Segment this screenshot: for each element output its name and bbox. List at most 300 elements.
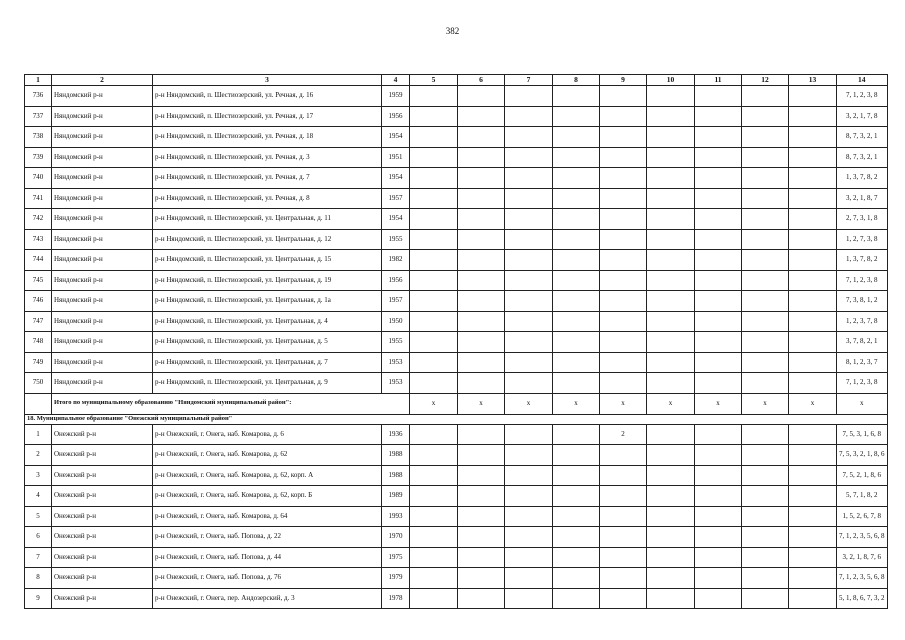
empty-cell <box>742 332 789 353</box>
column-header: 3 <box>153 75 382 86</box>
empty-cell <box>742 568 789 589</box>
empty-cell <box>647 250 695 271</box>
table-row <box>25 352 888 373</box>
address-cell: р-н Онежский, г. Онега, наб. Комарова, д. 62, корп. Б <box>153 486 382 507</box>
empty-cell <box>789 209 837 230</box>
empty-cell <box>789 229 837 250</box>
empty-cell <box>789 188 837 209</box>
empty-cell <box>458 250 505 271</box>
year-cell: 1978 <box>382 588 410 609</box>
district-cell: Онежский р-н <box>52 424 153 445</box>
year-cell: 1988 <box>382 445 410 466</box>
work-codes-cell: 2, 7, 3, 1, 8 <box>837 209 888 230</box>
empty-cell <box>695 373 742 394</box>
district-cell: Онежский р-н <box>52 568 153 589</box>
empty-cell <box>410 445 458 466</box>
row-number: 736 <box>25 86 52 107</box>
work-codes-cell: 7, 1, 2, 3, 8 <box>837 270 888 291</box>
empty-cell <box>647 527 695 548</box>
empty-cell <box>458 86 505 107</box>
year-cell: 1989 <box>382 486 410 507</box>
district-cell: Онежский р-н <box>52 465 153 486</box>
empty-cell <box>553 352 600 373</box>
empty-cell <box>789 147 837 168</box>
district-cell: Няндомский р-н <box>52 250 153 271</box>
empty-cell <box>553 445 600 466</box>
empty-cell <box>505 424 553 445</box>
empty-cell <box>647 291 695 312</box>
work-codes-cell: 7, 5, 3, 1, 6, 8 <box>837 424 888 445</box>
col9-cell <box>600 168 647 189</box>
work-codes-cell: 7, 3, 8, 1, 2 <box>837 291 888 312</box>
row-number: 7 <box>25 547 52 568</box>
empty-cell <box>647 352 695 373</box>
district-cell: Онежский р-н <box>52 527 153 548</box>
empty-cell <box>553 250 600 271</box>
empty-cell <box>553 291 600 312</box>
address-cell: р-н Онежский, г. Онега, наб. Комарова, д. 6 <box>153 424 382 445</box>
empty-cell <box>647 106 695 127</box>
col9-cell <box>600 547 647 568</box>
empty-cell <box>695 424 742 445</box>
empty-cell <box>647 506 695 527</box>
col9-cell <box>600 465 647 486</box>
col9-cell <box>600 588 647 609</box>
district-cell: Онежский р-н <box>52 486 153 507</box>
address-cell: р-н Няндомский, п. Шестиозерский, ул. Центральная, д. 7 <box>153 352 382 373</box>
page-number: 382 <box>445 26 460 36</box>
empty-cell <box>458 229 505 250</box>
total-mark: x <box>553 393 600 414</box>
address-cell: р-н Няндомский, п. Шестиозерский, ул. Центральная, д. 9 <box>153 373 382 394</box>
empty-cell <box>505 250 553 271</box>
row-number: 750 <box>25 373 52 394</box>
row-number: 746 <box>25 291 52 312</box>
address-cell: р-н Няндомский, п. Шестиозерский, ул. Центральная, д. 1а <box>153 291 382 312</box>
address-cell: р-н Онежский, г. Онега, наб. Комарова, д. 62 <box>153 445 382 466</box>
empty-cell <box>410 229 458 250</box>
total-mark: x <box>410 393 458 414</box>
empty-cell <box>695 486 742 507</box>
empty-cell <box>410 168 458 189</box>
empty-cell <box>505 445 553 466</box>
table-row <box>25 209 888 230</box>
empty-cell <box>505 568 553 589</box>
address-cell: р-н Няндомский, п. Шестиозерский, ул. Центральная, д. 11 <box>153 209 382 230</box>
empty-cell <box>410 291 458 312</box>
district-cell: Няндомский р-н <box>52 147 153 168</box>
empty-cell <box>458 291 505 312</box>
empty-cell <box>695 311 742 332</box>
empty-cell <box>458 352 505 373</box>
empty-cell <box>458 270 505 291</box>
empty-cell <box>410 127 458 148</box>
empty-cell <box>458 106 505 127</box>
empty-cell <box>742 188 789 209</box>
empty-cell <box>647 568 695 589</box>
empty-cell <box>695 445 742 466</box>
empty-cell <box>505 332 553 353</box>
empty-cell <box>553 486 600 507</box>
column-header: 8 <box>553 75 600 86</box>
total-mark: x <box>458 393 505 414</box>
empty-cell <box>742 588 789 609</box>
empty-cell <box>410 568 458 589</box>
year-cell: 1957 <box>382 291 410 312</box>
empty-cell <box>742 209 789 230</box>
empty-cell <box>458 588 505 609</box>
work-codes-cell: 3, 2, 1, 7, 8 <box>837 106 888 127</box>
empty-cell <box>647 270 695 291</box>
empty-cell <box>505 168 553 189</box>
col9-cell <box>600 311 647 332</box>
empty-cell <box>742 547 789 568</box>
empty-cell <box>553 424 600 445</box>
empty-cell <box>647 588 695 609</box>
col9-cell <box>600 486 647 507</box>
empty-cell <box>695 332 742 353</box>
col9-cell <box>600 332 647 353</box>
work-codes-cell: 1, 3, 7, 8, 2 <box>837 168 888 189</box>
empty-cell <box>410 86 458 107</box>
year-cell: 1954 <box>382 127 410 148</box>
empty-cell <box>410 209 458 230</box>
work-codes-cell: 7, 1, 2, 3, 5, 6, 8 <box>837 527 888 548</box>
address-cell: р-н Онежский, г. Онега, наб. Попова, д. 76 <box>153 568 382 589</box>
district-cell: Онежский р-н <box>52 547 153 568</box>
empty-cell <box>505 465 553 486</box>
row-number: 740 <box>25 168 52 189</box>
empty-cell <box>695 147 742 168</box>
empty-cell <box>789 506 837 527</box>
row-number: 8 <box>25 568 52 589</box>
work-codes-cell: 8, 7, 3, 2, 1 <box>837 127 888 148</box>
district-cell: Няндомский р-н <box>52 332 153 353</box>
work-codes-cell: 5, 7, 1, 8, 2 <box>837 486 888 507</box>
table-row <box>25 568 888 589</box>
empty-cell <box>505 373 553 394</box>
column-header: 12 <box>742 75 789 86</box>
empty-cell <box>742 127 789 148</box>
empty-cell <box>410 588 458 609</box>
empty-cell <box>695 352 742 373</box>
empty-cell <box>695 465 742 486</box>
empty-cell <box>458 311 505 332</box>
work-codes-cell: 7, 1, 2, 3, 8 <box>837 373 888 394</box>
col9-cell <box>600 229 647 250</box>
empty-cell <box>647 547 695 568</box>
address-cell: р-н Няндомский, п. Шестиозерский, ул. Речная, д. 3 <box>153 147 382 168</box>
year-cell: 1954 <box>382 168 410 189</box>
empty-cell <box>458 147 505 168</box>
empty-cell <box>553 127 600 148</box>
empty-cell <box>742 373 789 394</box>
table-row <box>25 270 888 291</box>
table-row <box>25 547 888 568</box>
empty-cell <box>553 506 600 527</box>
empty-cell <box>410 424 458 445</box>
empty-cell <box>505 188 553 209</box>
year-cell: 1979 <box>382 568 410 589</box>
table-row <box>25 527 888 548</box>
district-cell: Няндомский р-н <box>52 106 153 127</box>
year-cell: 1936 <box>382 424 410 445</box>
empty-cell <box>789 250 837 271</box>
empty-cell <box>458 373 505 394</box>
column-header: 4 <box>382 75 410 86</box>
empty-cell <box>789 168 837 189</box>
year-cell: 1954 <box>382 209 410 230</box>
district-cell: Няндомский р-н <box>52 86 153 107</box>
empty-cell <box>553 86 600 107</box>
work-codes-cell: 8, 7, 3, 2, 1 <box>837 147 888 168</box>
district-cell: Няндомский р-н <box>52 209 153 230</box>
address-cell: р-н Онежский, г. Онега, наб. Попова, д. 22 <box>153 527 382 548</box>
empty-cell <box>742 445 789 466</box>
total-mark: x <box>647 393 695 414</box>
col9-cell <box>600 527 647 548</box>
total-mark: x <box>837 393 888 414</box>
table-row <box>25 250 888 271</box>
row-number: 748 <box>25 332 52 353</box>
col9-cell <box>600 209 647 230</box>
empty-cell <box>553 527 600 548</box>
year-cell: 1953 <box>382 352 410 373</box>
empty-cell <box>789 373 837 394</box>
address-cell: р-н Няндомский, п. Шестиозерский, ул. Центральная, д. 15 <box>153 250 382 271</box>
empty-cell <box>695 527 742 548</box>
empty-cell <box>647 188 695 209</box>
row-number: 749 <box>25 352 52 373</box>
empty-cell <box>505 106 553 127</box>
empty-cell <box>789 465 837 486</box>
empty-cell <box>553 188 600 209</box>
empty-cell <box>695 86 742 107</box>
col9-cell <box>600 106 647 127</box>
empty-cell <box>410 250 458 271</box>
empty-cell <box>505 588 553 609</box>
empty-cell <box>695 127 742 148</box>
work-codes-cell: 3, 2, 1, 8, 7, 6 <box>837 547 888 568</box>
empty-cell <box>505 352 553 373</box>
empty-cell <box>647 229 695 250</box>
year-cell: 1988 <box>382 465 410 486</box>
empty-cell <box>789 424 837 445</box>
table-row <box>25 506 888 527</box>
section-title: 18. Муниципальное образование "Онежский муниципальный район" <box>25 414 888 424</box>
work-codes-cell: 3, 7, 8, 2, 1 <box>837 332 888 353</box>
empty-cell <box>647 465 695 486</box>
row-number: 739 <box>25 147 52 168</box>
column-header: 9 <box>600 75 647 86</box>
total-mark: x <box>505 393 553 414</box>
empty-cell <box>789 445 837 466</box>
empty-cell <box>458 127 505 148</box>
empty-cell <box>695 506 742 527</box>
empty-cell <box>410 527 458 548</box>
empty-cell <box>505 506 553 527</box>
total-mark: x <box>742 393 789 414</box>
empty-cell <box>789 86 837 107</box>
empty-cell <box>553 373 600 394</box>
work-codes-cell: 7, 5, 3, 2, 1, 8, 6 <box>837 445 888 466</box>
empty-cell <box>695 568 742 589</box>
empty-cell <box>505 291 553 312</box>
empty-cell <box>505 311 553 332</box>
empty-cell <box>505 486 553 507</box>
col9-cell <box>600 445 647 466</box>
empty-cell <box>647 332 695 353</box>
table-row <box>25 373 888 394</box>
empty-cell <box>647 168 695 189</box>
address-cell: р-н Няндомский, п. Шестиозерский, ул. Центральная, д. 4 <box>153 311 382 332</box>
empty-cell <box>553 332 600 353</box>
table-row <box>25 86 888 107</box>
address-cell: р-н Онежский, г. Онега, наб. Попова, д. 44 <box>153 547 382 568</box>
row-number: 1 <box>25 424 52 445</box>
work-codes-cell: 3, 2, 1, 8, 7 <box>837 188 888 209</box>
address-cell: р-н Няндомский, п. Шестиозерский, ул. Речная, д. 16 <box>153 86 382 107</box>
column-header: 5 <box>410 75 458 86</box>
empty-cell <box>695 209 742 230</box>
empty-cell <box>553 106 600 127</box>
col9-cell <box>600 86 647 107</box>
col9-cell: 2 <box>600 424 647 445</box>
empty-cell <box>458 188 505 209</box>
row-number: 4 <box>25 486 52 507</box>
empty-cell <box>742 86 789 107</box>
empty-cell <box>695 168 742 189</box>
empty-cell <box>695 250 742 271</box>
empty-cell <box>695 106 742 127</box>
column-header: 13 <box>789 75 837 86</box>
col9-cell <box>600 188 647 209</box>
column-header: 1 <box>25 75 52 86</box>
year-cell: 1993 <box>382 506 410 527</box>
district-cell: Онежский р-н <box>52 445 153 466</box>
table-row <box>25 106 888 127</box>
empty-cell <box>742 424 789 445</box>
column-header: 2 <box>52 75 153 86</box>
empty-cell <box>647 147 695 168</box>
empty-cell <box>410 486 458 507</box>
address-cell: р-н Онежский, г. Онега, наб. Комарова, д. 62, корп. А <box>153 465 382 486</box>
row-number: 3 <box>25 465 52 486</box>
empty-cell <box>742 527 789 548</box>
district-cell: Няндомский р-н <box>52 168 153 189</box>
total-row <box>25 393 888 414</box>
table-row <box>25 445 888 466</box>
col9-cell <box>600 506 647 527</box>
address-cell: р-н Няндомский, п. Шестиозерский, ул. Речная, д. 17 <box>153 106 382 127</box>
section-row <box>25 414 888 424</box>
empty-cell <box>789 291 837 312</box>
address-cell: р-н Няндомский, п. Шестиозерский, ул. Речная, д. 7 <box>153 168 382 189</box>
empty-cell <box>553 147 600 168</box>
total-mark: x <box>600 393 647 414</box>
empty-cell <box>505 270 553 291</box>
address-cell: р-н Няндомский, п. Шестиозерский, ул. Центральная, д. 12 <box>153 229 382 250</box>
district-cell: Онежский р-н <box>52 588 153 609</box>
col9-cell <box>600 270 647 291</box>
register-table <box>24 74 888 609</box>
work-codes-cell: 1, 2, 3, 7, 8 <box>837 311 888 332</box>
empty-cell <box>789 332 837 353</box>
column-number-header <box>25 75 888 86</box>
empty-cell <box>458 445 505 466</box>
address-cell: р-н Няндомский, п. Шестиозерский, ул. Речная, д. 18 <box>153 127 382 148</box>
empty-cell <box>742 352 789 373</box>
table-row <box>25 147 888 168</box>
work-codes-cell: 7, 1, 2, 3, 8 <box>837 86 888 107</box>
year-cell: 1955 <box>382 229 410 250</box>
empty-cell <box>458 168 505 189</box>
empty-cell <box>410 188 458 209</box>
work-codes-cell: 7, 1, 2, 3, 5, 6, 8 <box>837 568 888 589</box>
year-cell: 1950 <box>382 311 410 332</box>
empty-cell <box>695 270 742 291</box>
empty-cell <box>647 445 695 466</box>
work-codes-cell: 1, 5, 2, 6, 7, 8 <box>837 506 888 527</box>
district-cell: Няндомский р-н <box>52 291 153 312</box>
year-cell: 1956 <box>382 106 410 127</box>
district-cell: Няндомский р-н <box>52 127 153 148</box>
empty-cell <box>410 270 458 291</box>
empty-cell <box>458 547 505 568</box>
address-cell: р-н Онежский, г. Онега, наб. Комарова, д. 64 <box>153 506 382 527</box>
empty-cell <box>647 86 695 107</box>
row-number: 2 <box>25 445 52 466</box>
empty-cell <box>742 106 789 127</box>
empty-cell <box>410 465 458 486</box>
empty-cell <box>789 352 837 373</box>
column-header: 14 <box>837 75 888 86</box>
total-label: Итого по муниципальному образованию "Няндомский муниципальный район": <box>52 393 410 414</box>
empty-cell <box>553 568 600 589</box>
empty-cell <box>789 270 837 291</box>
work-codes-cell: 1, 3, 7, 8, 2 <box>837 250 888 271</box>
district-cell: Няндомский р-н <box>52 373 153 394</box>
district-cell: Няндомский р-н <box>52 352 153 373</box>
empty-cell <box>458 424 505 445</box>
empty-cell <box>410 547 458 568</box>
empty-cell <box>789 127 837 148</box>
table-row <box>25 311 888 332</box>
row-number: 9 <box>25 588 52 609</box>
year-cell: 1957 <box>382 188 410 209</box>
empty-cell <box>505 147 553 168</box>
column-header: 11 <box>695 75 742 86</box>
empty-cell <box>458 486 505 507</box>
table-row <box>25 465 888 486</box>
empty-cell <box>789 568 837 589</box>
empty-cell <box>742 465 789 486</box>
empty-cell <box>789 106 837 127</box>
year-cell: 1953 <box>382 373 410 394</box>
empty-cell <box>553 209 600 230</box>
table-row <box>25 127 888 148</box>
empty-cell <box>505 547 553 568</box>
empty-cell <box>742 270 789 291</box>
address-cell: р-н Онежский, г. Онега, пер. Андозерский, д. 3 <box>153 588 382 609</box>
empty-cell <box>458 332 505 353</box>
empty-cell <box>410 332 458 353</box>
empty-cell <box>647 424 695 445</box>
empty-cell <box>695 229 742 250</box>
empty-cell <box>458 209 505 230</box>
table-row <box>25 332 888 353</box>
district-cell: Няндомский р-н <box>52 311 153 332</box>
